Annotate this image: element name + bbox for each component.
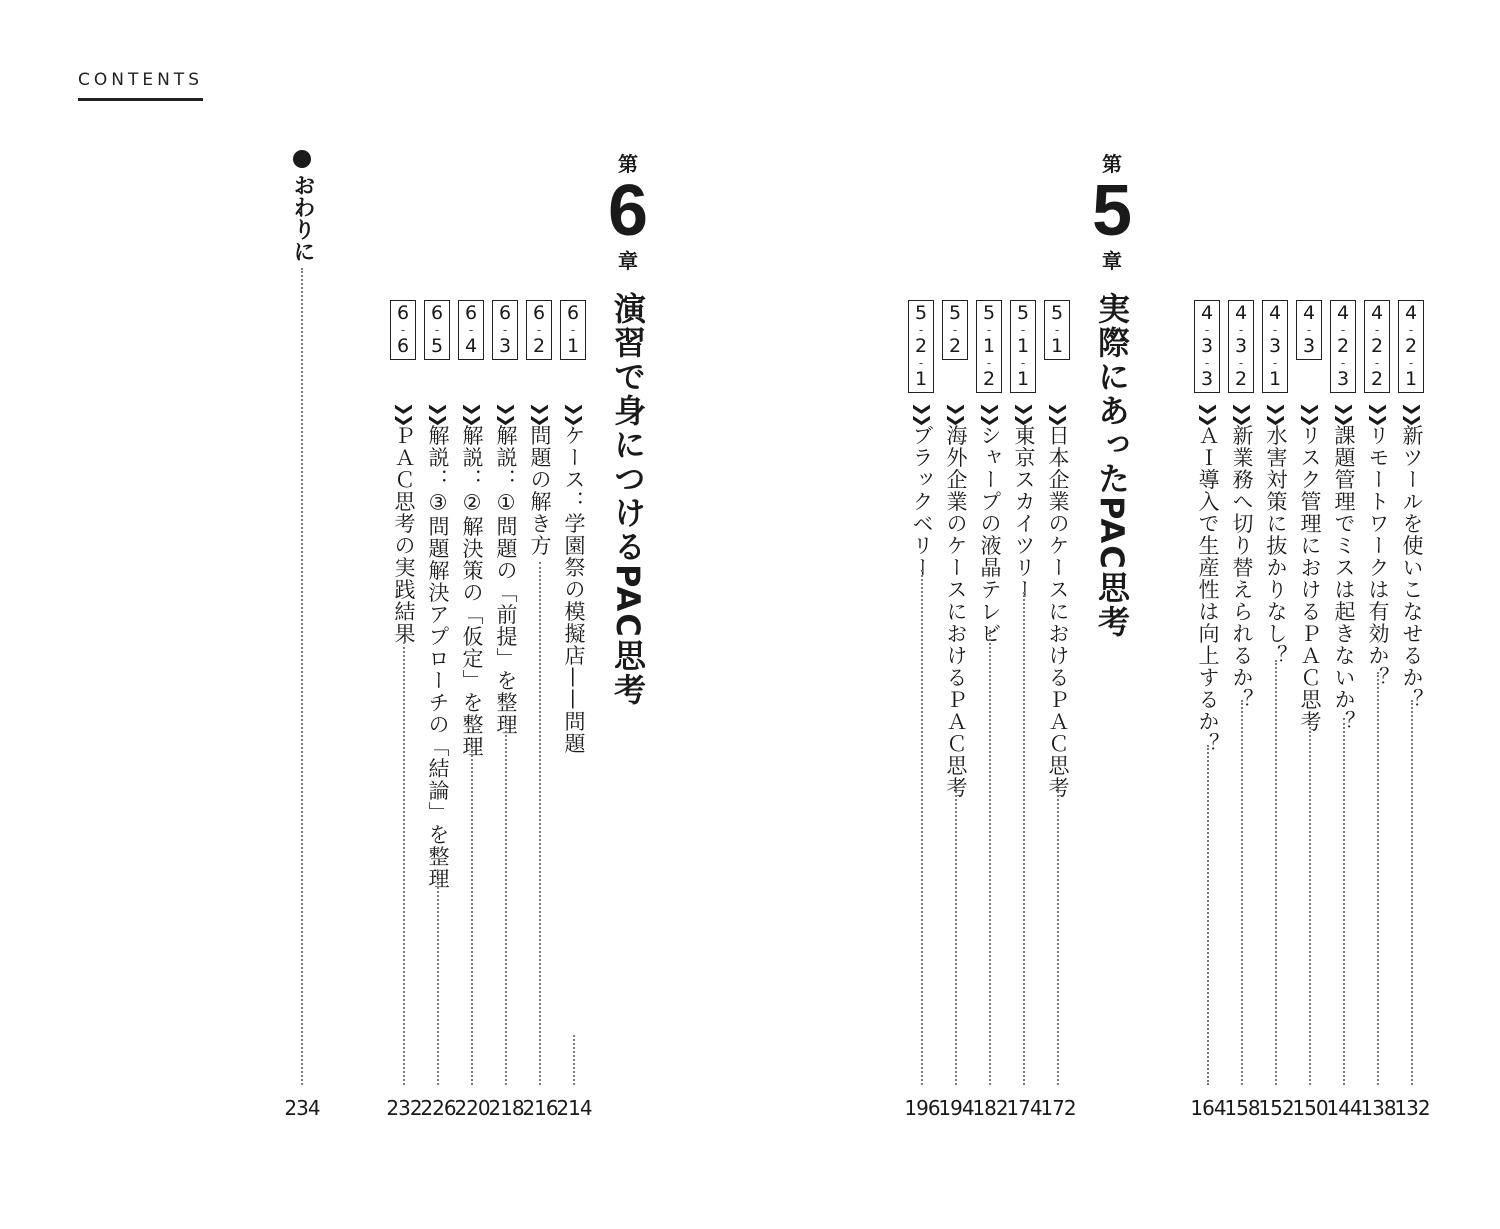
section-code: 5 - 1 - 2 (976, 300, 1002, 393)
section-code: 5 - 2 (942, 300, 968, 360)
leader-dots (437, 870, 439, 1085)
section-code: 4 - 3 - 3 (1194, 300, 1220, 393)
chevron-icon: ❯❯ (394, 402, 414, 425)
chevron-icon: ❯❯ (530, 402, 550, 425)
section-code: 6 - 2 (526, 300, 552, 360)
leader-dots (921, 570, 923, 1085)
section-code: 4 - 3 - 2 (1228, 300, 1254, 393)
toc-entry[interactable] (974, 300, 1006, 1120)
chapter-6-heading (598, 148, 658, 274)
toc-entry[interactable] (1328, 300, 1360, 1120)
page-number: 216 (522, 1096, 558, 1120)
toc-entry[interactable] (906, 300, 938, 1120)
entry-title: おわりに (290, 174, 315, 262)
entry-title: ❯❯問題の解き方 (528, 402, 552, 557)
toc-entry[interactable] (524, 300, 556, 1120)
toc-entry[interactable] (1260, 300, 1292, 1120)
section-code: 6 - 5 (424, 300, 450, 360)
section-code: 4 - 2 - 2 (1364, 300, 1390, 393)
entry-title: ❯❯シャープの液晶テレビ (978, 402, 1002, 645)
chevron-icon: ❯❯ (1402, 402, 1422, 425)
page-number: 138 (1360, 1096, 1396, 1120)
chapter-6-title: 演習で身につけるPAC思考 (609, 292, 647, 707)
toc-entry[interactable] (1294, 300, 1326, 1120)
chevron-icon: ❯❯ (1334, 402, 1354, 425)
toc-entry[interactable] (422, 300, 454, 1120)
entry-title: ❯❯新業務へ切り替えられるか？ (1230, 402, 1254, 711)
leader-dots (1023, 592, 1025, 1085)
section-code: 4 - 3 (1296, 300, 1322, 360)
section-code: 5 - 1 (1044, 300, 1070, 360)
section-code: 4 - 3 - 1 (1262, 300, 1288, 393)
chapter-number: 5 (1091, 171, 1133, 251)
leader-dots (1057, 788, 1059, 1085)
toc-entry[interactable] (1396, 300, 1428, 1120)
bullet-icon (293, 150, 311, 168)
chevron-icon: ❯❯ (1300, 402, 1320, 425)
chevron-icon: ❯❯ (1266, 402, 1286, 425)
section-code: 5 - 2 - 1 (908, 300, 934, 393)
toc-entry[interactable] (1362, 300, 1394, 1120)
toc-entry[interactable] (388, 300, 420, 1120)
entry-title: ❯❯解説：③問題解決アプローチの「結論」を整理 (426, 402, 450, 890)
section-code: 4 - 2 - 3 (1330, 300, 1356, 393)
toc-entry[interactable] (558, 300, 590, 1120)
leader-dots (989, 630, 991, 1085)
chevron-icon: ❯❯ (1014, 402, 1034, 425)
page-number: 174 (1006, 1096, 1042, 1120)
page-number: 144 (1326, 1096, 1362, 1120)
chapter-5-title: 実際にあったPAC思考 (1093, 292, 1131, 639)
section-code: 6 - 4 (458, 300, 484, 360)
chapter-kanji-top: 第 (1102, 152, 1122, 176)
entry-title: ❯❯日本企業のケースにおけるＰＡＣ思考 (1046, 402, 1070, 799)
entry-title: ❯❯リスク管理におけるＰＡＣ思考 (1298, 402, 1322, 733)
entry-title: ❯❯解説：②解決策の「仮定」を整理 (460, 402, 484, 758)
page-number: 218 (488, 1096, 524, 1120)
toc-entry[interactable] (1042, 300, 1074, 1120)
toc-entry-closing[interactable] (286, 150, 318, 1120)
chevron-icon: ❯❯ (564, 402, 584, 425)
chevron-icon: ❯❯ (496, 402, 516, 425)
section-code: 6 - 1 (560, 300, 586, 360)
toc-entry[interactable] (490, 300, 522, 1120)
section-code: 6 - 6 (390, 300, 416, 360)
entry-title: ❯❯ＡＩ導入で生産性は向上するか？ (1196, 402, 1220, 755)
page-number: 152 (1258, 1096, 1294, 1120)
entry-title: ❯❯ケース：学園祭の模擬店——問題 (562, 402, 586, 755)
leader-dots (471, 740, 473, 1085)
toc-entry[interactable] (456, 300, 488, 1120)
leader-dots (1275, 660, 1277, 1085)
chevron-icon: ❯❯ (980, 402, 1000, 425)
page-number: 158 (1224, 1096, 1260, 1120)
page-number: 214 (556, 1096, 592, 1120)
page-number: 234 (284, 1096, 320, 1120)
toc-entry[interactable] (940, 300, 972, 1120)
entry-title: ❯❯課題管理でミスは起きないか？ (1332, 402, 1356, 733)
section-code: 4 - 2 - 1 (1398, 300, 1424, 393)
page-number: 196 (904, 1096, 940, 1120)
contents-header: CONTENTS (78, 70, 203, 101)
leader-dots (1411, 700, 1413, 1085)
chevron-icon: ❯❯ (428, 402, 448, 425)
page-number: 132 (1394, 1096, 1430, 1120)
chevron-icon: ❯❯ (946, 402, 966, 425)
chevron-icon: ❯❯ (912, 402, 932, 425)
page-number: 220 (454, 1096, 490, 1120)
entry-title: ❯❯水害対策に抜かりなし？ (1264, 402, 1288, 667)
leader-dots (1241, 700, 1243, 1085)
chapter-kanji-top: 第 (618, 152, 638, 176)
entry-title: ❯❯ＰＡＣ思考の実践結果 (392, 402, 416, 645)
toc-entry[interactable] (1008, 300, 1040, 1120)
leader-dots (505, 718, 507, 1085)
leader-dots (1343, 718, 1345, 1085)
section-code: 5 - 1 - 1 (1010, 300, 1036, 393)
page-number: 182 (972, 1096, 1008, 1120)
leader-dots (573, 1035, 575, 1085)
page-number: 232 (386, 1096, 422, 1120)
entry-title: ❯❯解説：①問題の「前提」を整理 (494, 402, 518, 736)
chevron-icon: ❯❯ (462, 402, 482, 425)
entry-title: ❯❯ブラックベリー (910, 402, 934, 579)
leader-dots (1377, 672, 1379, 1085)
leader-dots (403, 642, 405, 1085)
section-code: 6 - 3 (492, 300, 518, 360)
leader-dots (301, 268, 303, 1085)
toc-entry[interactable] (1192, 300, 1224, 1120)
chevron-icon: ❯❯ (1048, 402, 1068, 425)
leader-dots (1309, 722, 1311, 1085)
toc-entry[interactable] (1226, 300, 1258, 1120)
page-number: 172 (1040, 1096, 1076, 1120)
leader-dots (955, 788, 957, 1085)
page-number: 226 (420, 1096, 456, 1120)
entry-title: ❯❯新ツールを使いこなせるか？ (1400, 402, 1424, 711)
leader-dots (1207, 745, 1209, 1085)
chevron-icon: ❯❯ (1368, 402, 1388, 425)
chapter-kanji-bottom: 章 (1102, 249, 1122, 273)
entry-title: ❯❯東京スカイツリー (1012, 402, 1036, 601)
chevron-icon: ❯❯ (1198, 402, 1218, 425)
chapter-kanji-bottom: 章 (618, 249, 638, 273)
page-number: 194 (938, 1096, 974, 1120)
chapter-number: 6 (607, 171, 649, 251)
chapter-5-heading (1082, 148, 1142, 274)
entry-title: ❯❯海外企業のケースにおけるＰＡＣ思考 (944, 402, 968, 799)
entry-title: ❯❯リモートワークは有効か？ (1366, 402, 1390, 689)
page-number: 164 (1190, 1096, 1226, 1120)
chevron-icon: ❯❯ (1232, 402, 1252, 425)
leader-dots (539, 562, 541, 1085)
page-number: 150 (1292, 1096, 1328, 1120)
